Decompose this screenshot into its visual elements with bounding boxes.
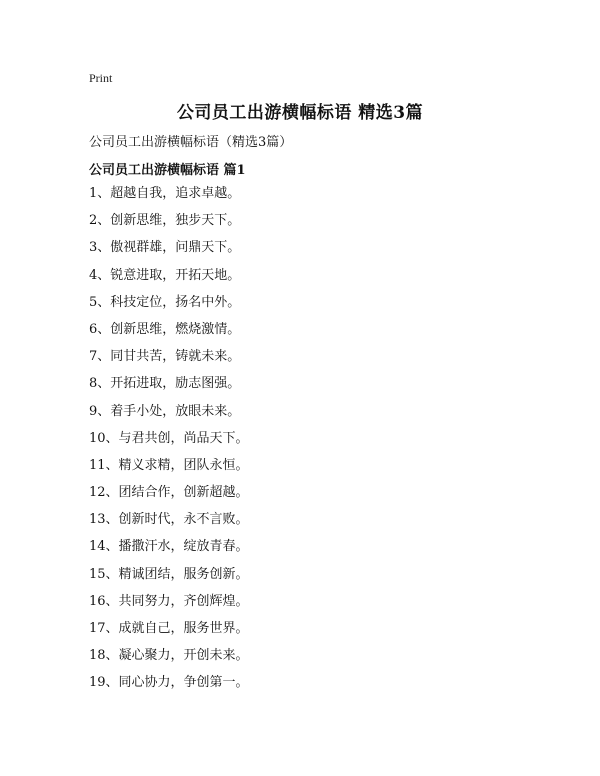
list-item: 19、同心协力，争创第一。: [89, 675, 249, 691]
list-item: 11、精义求精，团队永恒。: [89, 457, 249, 473]
document-subtitle: 公司员工出游横幅标语（精选3篇）: [89, 135, 293, 150]
section-heading: 公司员工出游横幅标语 篇1: [89, 163, 246, 178]
list-item: 4、锐意进取，开拓天地。: [89, 267, 241, 283]
list-item: 1、超越自我，追求卓越。: [89, 186, 241, 201]
list-item: 13、创新时代，永不言败。: [89, 512, 249, 528]
slogan-list: [89, 185, 249, 702]
list-item: 12、团结合作，创新超越。: [89, 485, 249, 501]
list-item: 8、开拓进取，励志图强。: [89, 376, 241, 392]
list-item: 18、凝心聚力，开创未来。: [89, 648, 249, 664]
list-item: 9、着手小处，放眼未来。: [89, 403, 241, 419]
document-title: 公司员工出游横幅标语 精选3篇: [176, 103, 424, 123]
list-item: 16、共同努力，齐创辉煌。: [89, 593, 249, 609]
list-item: 3、傲视群雄，问鼎天下。: [89, 240, 241, 256]
list-item: 10、与君共创，尚品天下。: [89, 430, 249, 446]
print-label: Print: [89, 71, 113, 85]
list-item: 7、同甘共苦，铸就未来。: [89, 349, 241, 365]
list-item: 5、科技定位，扬名中外。: [89, 294, 241, 310]
list-item: 17、成就自己，服务世界。: [89, 621, 249, 636]
list-item: 2、创新思维，独步天下。: [89, 213, 241, 229]
list-item: 6、创新思维，燃烧激情。: [89, 321, 241, 337]
list-item: 15、精诚团结，服务创新。: [89, 566, 249, 582]
list-item: 14、播撒汗水，绽放青春。: [89, 539, 249, 555]
